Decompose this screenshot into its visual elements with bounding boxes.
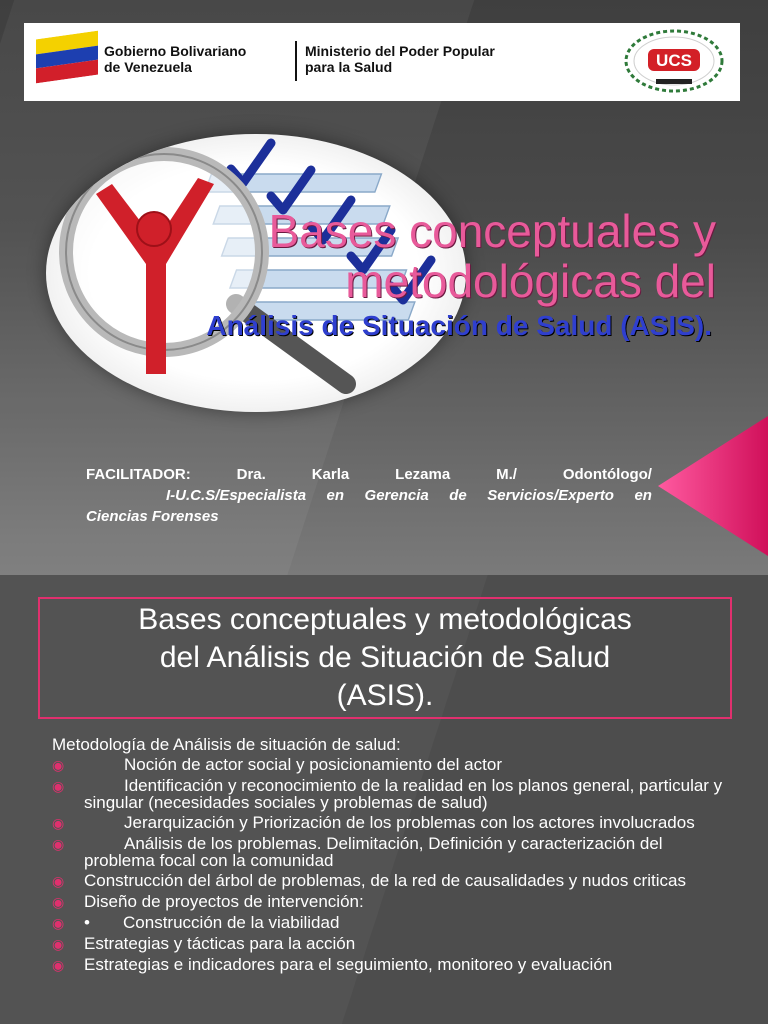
header-divider	[295, 41, 297, 81]
facilitator-info	[86, 464, 652, 527]
facilitator-word: Dra.	[236, 466, 266, 483]
facilitator-word: FACILITADOR:	[86, 466, 191, 483]
pink-arrow-decoration	[658, 416, 768, 556]
circle-bullet-icon: ◉	[52, 915, 65, 931]
list-item	[52, 872, 732, 890]
circle-bullet-icon: ◉	[52, 757, 65, 773]
content-body	[52, 735, 732, 977]
facilitator-word: Odontólogo/	[562, 466, 652, 483]
ucs-logo-icon	[612, 27, 736, 97]
circle-bullet-icon: ◉	[52, 836, 65, 852]
facilitator-row-1	[86, 464, 652, 485]
circle-bullet-icon: ◉	[52, 815, 65, 831]
list-item	[52, 814, 732, 832]
list-item-text: Construcción del árbol de problemas, de la red de causalidades y nudos criticas	[84, 871, 686, 890]
content-title	[40, 601, 730, 715]
facilitator-word: I-U.C.S/Especialista	[166, 487, 307, 504]
list-item-text: Noción de actor social y posicionamiento del actor	[124, 755, 502, 774]
content-slide	[0, 575, 768, 1024]
title-line-1: Bases conceptuales y	[268, 205, 716, 257]
gov-line-2: de Venezuela	[104, 59, 192, 75]
slide-title	[269, 206, 717, 306]
list-item	[52, 756, 732, 774]
circle-bullet-icon: ◉	[52, 936, 65, 952]
content-title-line-1: Bases conceptuales y metodológicas	[138, 603, 632, 636]
ministry-line-2: para la Salud	[305, 59, 393, 75]
intro-text: Metodología de Análisis de situación de salud:	[52, 735, 401, 754]
venezuela-flag-icon	[36, 31, 98, 84]
government-label	[104, 43, 246, 75]
list-item	[52, 956, 732, 974]
list-item-text: Estrategias y tácticas para la acción	[84, 934, 356, 953]
facilitator-word: Gerencia	[364, 487, 429, 504]
circle-bullet-icon: ◉	[52, 957, 65, 973]
circle-bullet-icon: ◉	[52, 778, 65, 794]
facilitator-row-3: Ciencias Forenses	[86, 508, 219, 525]
list-item	[52, 835, 732, 869]
facilitator-word: Karla	[311, 466, 350, 483]
list-item-text: Análisis de los problemas. Delimitación, Definición y caracterización del problema focal con la comunidad	[84, 834, 663, 870]
list-item	[52, 777, 732, 811]
facilitator-word: en	[326, 487, 345, 504]
facilitator-word: M./	[496, 466, 517, 483]
facilitator-word: de	[449, 487, 467, 504]
slide-subtitle: Análisis de Situación de Salud (ASIS).	[206, 310, 712, 341]
list-item	[52, 914, 732, 932]
header-banner	[24, 23, 740, 101]
circle-bullet-icon: ◉	[52, 894, 65, 910]
circle-bullet-icon: ◉	[52, 873, 65, 889]
list-item-text: Jerarquización y Priorización de los problemas con los actores involucrados	[124, 813, 695, 832]
list-item	[52, 893, 732, 911]
facilitator-word: Lezama	[395, 466, 451, 483]
list-item-text: • Construcción de la viabilidad	[84, 913, 340, 932]
list-item	[52, 935, 732, 953]
list-item-text: Diseño de proyectos de intervención:	[84, 892, 364, 911]
facilitator-word: Servicios/Experto	[487, 487, 614, 504]
ministry-label	[305, 43, 495, 75]
facilitator-row-2	[86, 485, 652, 506]
facilitator-word: en	[634, 487, 652, 504]
gov-line-1: Gobierno Bolivariano	[104, 43, 247, 59]
list-item-text: Identificación y reconocimiento de la realidad en los planos general, particular y singular (necesidades sociales y problemas de salud)	[84, 776, 723, 812]
list-item-text: Estrategias e indicadores para el seguimiento, monitoreo y evaluación	[84, 955, 613, 974]
content-title-line-3: (ASIS).	[336, 679, 434, 712]
svg-text:UCS: UCS	[656, 51, 692, 70]
ministry-line-1: Ministerio del Poder Popular	[305, 43, 495, 59]
title-line-2: metodológicas del	[345, 255, 716, 307]
content-title-line-2: del Análisis de Situación de Salud	[159, 641, 611, 674]
